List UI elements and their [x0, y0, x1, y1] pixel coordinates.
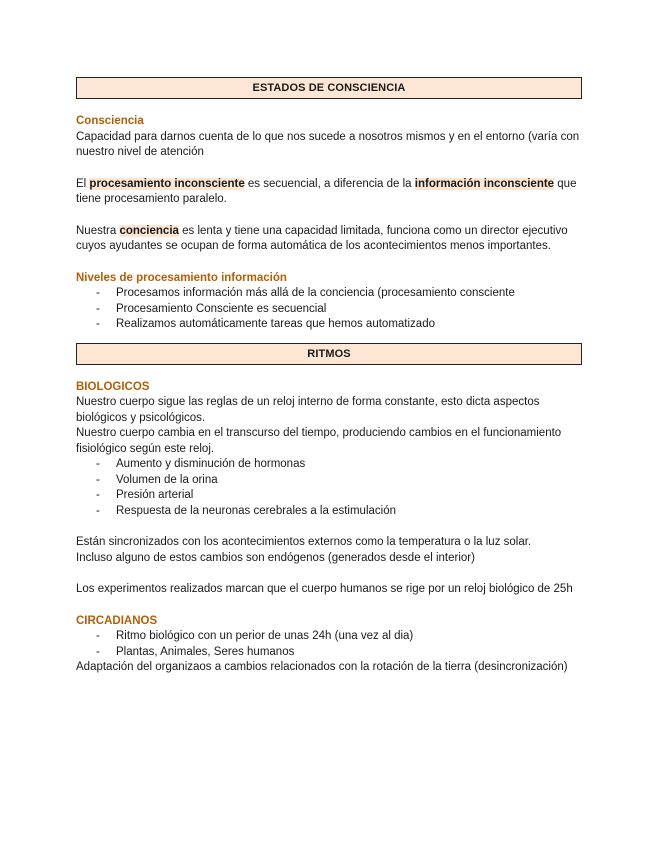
- highlight-procesamiento-inconsciente: procesamiento inconsciente: [89, 177, 245, 190]
- text-fragment: es lenta y tiene una capacidad limitada, funciona como un director ejecutivo cuyos ayudantes se ocupan de forma automática de los acontecimientos menos importantes.: [76, 224, 568, 252]
- biologicos-paragraph-4: Incluso alguno de estos cambios son endógenos (generados desde el interior): [76, 551, 475, 564]
- niveles-list: [76, 286, 582, 333]
- biologicos-paragraph-3: Están sincronizados con los acontecimientos externos como la temperatura o la luz solar.: [76, 536, 532, 548]
- text-fragment: Nuestra: [76, 224, 120, 237]
- list-item: - Procesamos información más allá de la conciencia (procesamiento consciente: [76, 286, 582, 302]
- list-item: - Aumento y disminución de hormonas: [76, 457, 582, 473]
- section-title-estados-de-consciencia: ESTADOS DE CONSCIENCIA: [76, 77, 582, 99]
- list-item: - Presión arterial: [76, 488, 582, 504]
- consciencia-definition: Capacidad para darnos cuenta de lo que nos sucede a nosotros mismos y en el entorno (varía con nuestro nivel de atención: [76, 130, 580, 158]
- biologicos-list: [76, 457, 582, 519]
- highlight-conciencia: conciencia: [119, 224, 179, 237]
- list-item: - Plantas, Animales, Seres humanos: [76, 645, 582, 661]
- heading-circadianos: CIRCADIANOS: [76, 614, 158, 627]
- list-item: - Ritmo biológico con un perior de unas 24h (una vez al dia): [76, 629, 582, 645]
- list-item: - Procesamiento Consciente es secuencial: [76, 302, 582, 318]
- biologicos-paragraph-2: Nuestro cuerpo cambia en el transcurso del tiempo, produciendo cambios en el funcionamiento fisiológico según este reloj.: [76, 427, 562, 455]
- list-item: - Volumen de la orina: [76, 473, 582, 489]
- text-fragment: El: [76, 177, 90, 190]
- text-fragment: que tiene procesamiento paralelo.: [76, 177, 577, 205]
- biologicos-paragraph-5: Los experimentos realizados marcan que el cuerpo humanos se rige por un reloj biológico de 25h: [76, 583, 573, 595]
- document-page: [76, 77, 582, 676]
- circadianos-paragraph: Adaptación del organizaos a cambios relacionados con la rotación de la tierra (desincronización): [76, 661, 568, 673]
- heading-niveles-procesamiento: Niveles de procesamiento información: [76, 271, 287, 284]
- list-item: - Respuesta de la neuronas cerebrales a la estimulación: [76, 504, 582, 520]
- highlight-informacion-inconsciente: información inconsciente: [414, 177, 555, 190]
- section-title-ritmos: RITMOS: [76, 343, 582, 365]
- circadianos-list: [76, 629, 582, 660]
- heading-biologicos: BIOLOGICOS: [76, 380, 150, 393]
- list-item: - Realizamos automáticamente tareas que hemos automatizado: [76, 317, 582, 333]
- text-fragment: es secuencial, a diferencia de la: [244, 177, 415, 190]
- paragraph-procesamiento: [76, 177, 582, 208]
- paragraph-conciencia: [76, 224, 582, 255]
- heading-consciencia: Consciencia: [76, 115, 144, 127]
- biologicos-paragraph-1: Nuestro cuerpo sigue las reglas de un reloj interno de forma constante, esto dicta aspectos biológicos y psicológicos.: [76, 396, 540, 424]
